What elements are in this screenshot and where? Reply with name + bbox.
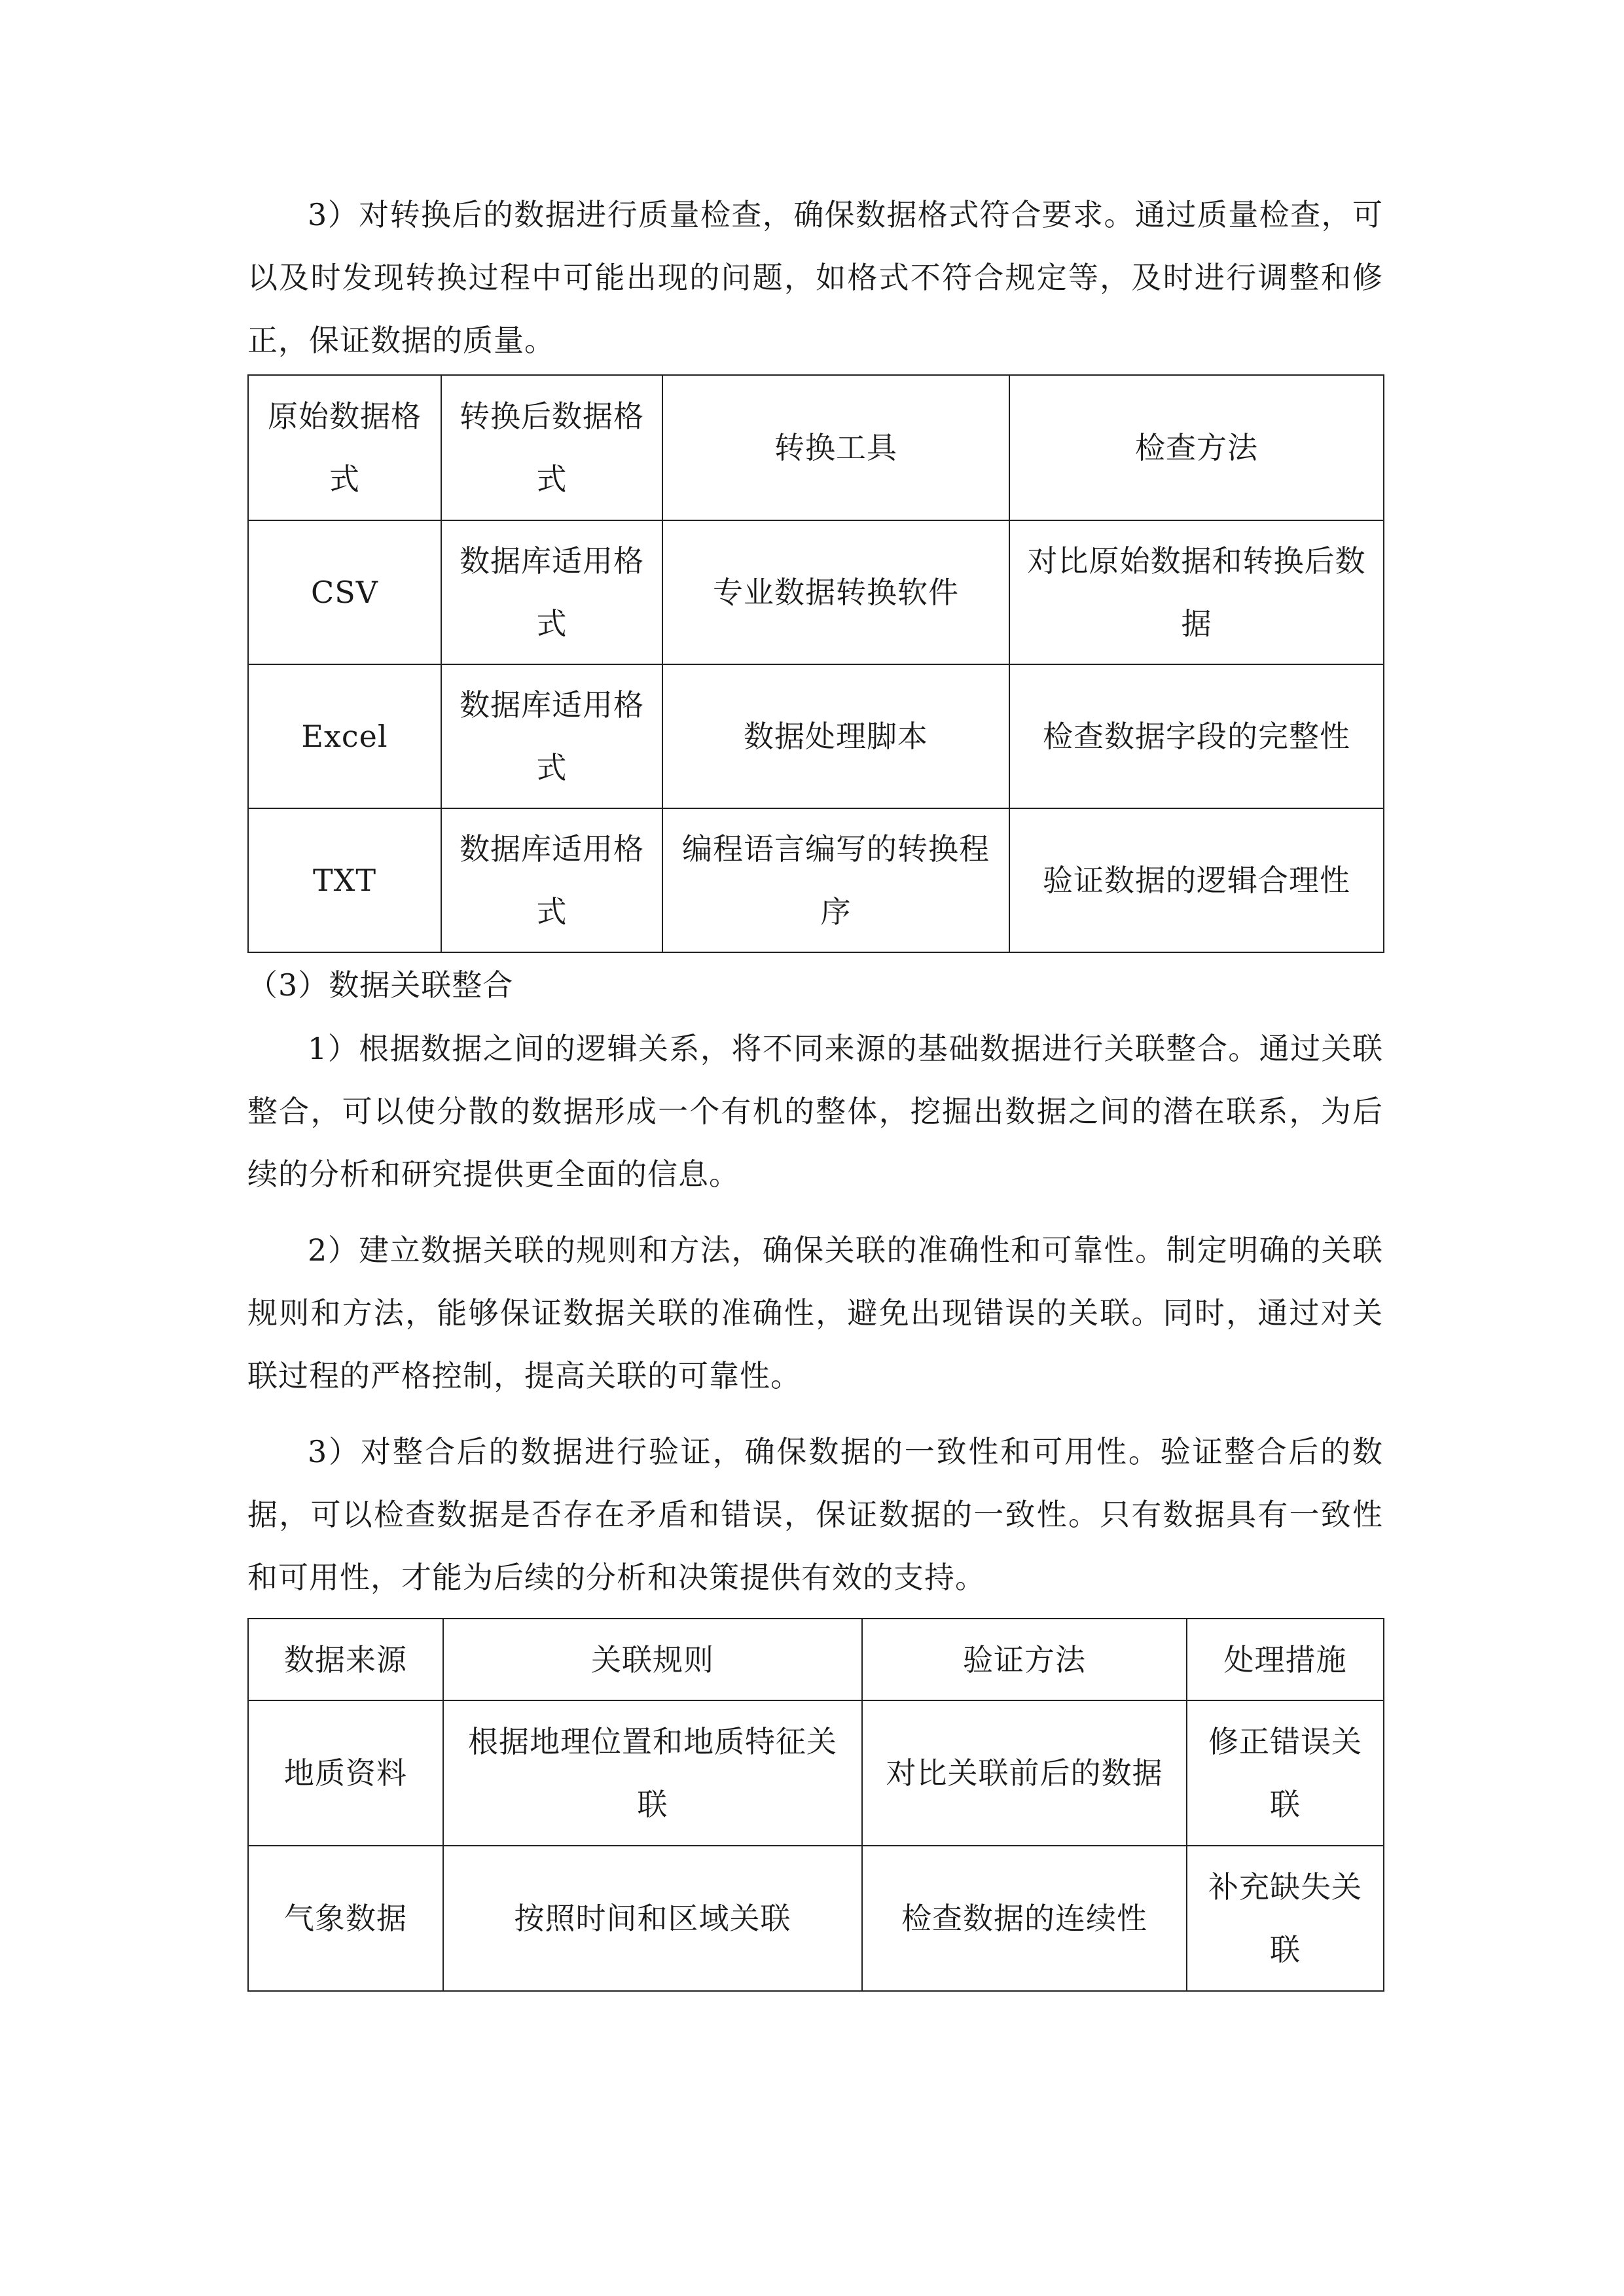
table-header-row	[248, 1619, 1384, 1700]
table-header-cell: 关联规则	[443, 1619, 862, 1700]
table-cell: 专业数据转换软件	[662, 520, 1009, 664]
table-cell: Excel	[248, 664, 441, 808]
table-header-cell: 数据来源	[248, 1619, 443, 1700]
table-cell: 地质资料	[248, 1700, 443, 1846]
table-row	[248, 1846, 1384, 1991]
data-association-table	[247, 1618, 1384, 1992]
table-cell: 对比原始数据和转换后数据	[1009, 520, 1384, 664]
table-cell: 编程语言编写的转换程序	[662, 808, 1009, 952]
table-cell: 补充缺失关联	[1187, 1846, 1384, 1991]
table-header-cell: 检查方法	[1009, 375, 1384, 520]
table-cell: 对比关联前后的数据	[862, 1700, 1187, 1846]
table-header-row	[248, 375, 1384, 520]
paragraph: 3）对整合后的数据进行验证，确保数据的一致性和可用性。验证整合后的数据，可以检查数据是否存在矛盾和错误，保证数据的一致性。只有数据具有一致性和可用性，才能为后续的分析和决策提供有效的支持。	[247, 1434, 1383, 1595]
table-cell: 数据库适用格式	[441, 664, 662, 808]
table-header-cell: 原始数据格式	[248, 375, 441, 520]
format-conversion-table	[247, 374, 1384, 953]
table-cell: 数据库适用格式	[441, 808, 662, 952]
paragraph: 1）根据数据之间的逻辑关系，将不同来源的基础数据进行关联整合。通过关联整合，可以使分散的数据形成一个有机的整体，挖掘出数据之间的潜在联系，为后续的分析和研究提供更全面的信息。	[247, 1031, 1383, 1192]
table-row	[248, 520, 1384, 664]
table-cell: 修正错误关联	[1187, 1700, 1384, 1846]
table-header-cell: 处理措施	[1187, 1619, 1384, 1700]
table-cell: 检查数据的连续性	[862, 1846, 1187, 1991]
intro-paragraph: 3）对转换后的数据进行质量检查，确保数据格式符合要求。通过质量检查，可以及时发现转换过程中可能出现的问题，如格式不符合规定等，及时进行调整和修正，保证数据的质量。	[247, 197, 1383, 358]
table-cell: 验证数据的逻辑合理性	[1009, 808, 1384, 952]
section-heading: （3）数据关联整合	[247, 967, 514, 1003]
table-cell: 气象数据	[248, 1846, 443, 1991]
table-cell: 根据地理位置和地质特征关联	[443, 1700, 862, 1846]
table-cell: 数据处理脚本	[662, 664, 1009, 808]
table-header-cell: 转换后数据格式	[441, 375, 662, 520]
table-row	[248, 664, 1384, 808]
table-cell: 数据库适用格式	[441, 520, 662, 664]
table-header-cell: 转换工具	[662, 375, 1009, 520]
table-cell: 按照时间和区域关联	[443, 1846, 862, 1991]
paragraph: 2）建立数据关联的规则和方法，确保关联的准确性和可靠性。制定明确的关联规则和方法，能够保证数据关联的准确性，避免出现错误的关联。同时，通过对关联过程的严格控制，提高关联的可靠性。	[247, 1232, 1383, 1393]
table-row	[248, 808, 1384, 952]
table-cell: CSV	[248, 520, 441, 664]
table-cell: TXT	[248, 808, 441, 952]
table-row	[248, 1700, 1384, 1846]
document-body	[247, 183, 1383, 1992]
table-header-cell: 验证方法	[862, 1619, 1187, 1700]
table-cell: 检查数据字段的完整性	[1009, 664, 1384, 808]
